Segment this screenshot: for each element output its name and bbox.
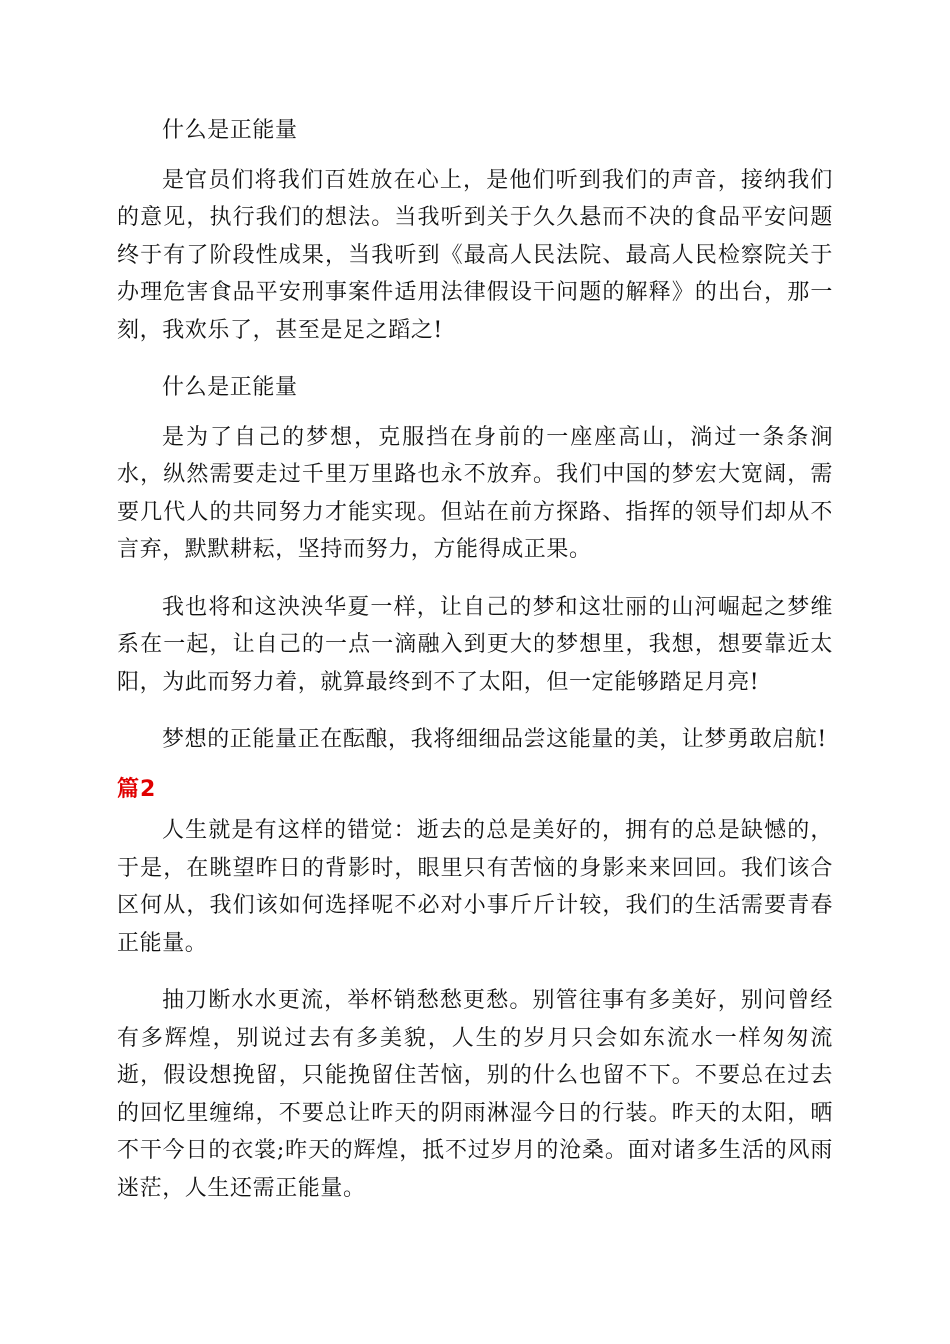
paragraph: 人生就是有这样的错觉：逝去的总是美好的，拥有的总是缺憾的，于是，在眺望昨日的背影时，眼里只有苦恼的身影来来回回。我们该合区何从，我们该如何选择呢不必对小事斤斤计较，我们的生活需要青春正能量。 [117, 818, 833, 956]
document-page [117, 112, 833, 1219]
section-title: 篇2 [117, 776, 157, 802]
paragraph-heading: 什么是正能量 [162, 375, 298, 400]
paragraph: 梦想的正能量正在酝酿，我将细细品尝这能量的美，让梦勇敢启航! [162, 727, 827, 752]
paragraph: 是官员们将我们百姓放在心上，是他们听到我们的声音，接纳我们的意见，执行我们的想法。当我听到关于久久悬而不决的食品平安问题终于有了阶段性成果，当我听到《最高人民法院、最高人民检察院关于办理危害食品平安刑事案件适用法律假设干问题的解释》的出台，那一刻，我欢乐了，甚至是足之蹈之! [117, 167, 833, 343]
paragraph: 是为了自己的梦想，克服挡在身前的一座座高山，淌过一条条涧水，纵然需要走过千里万里路也永不放弃。我们中国的梦宏大宽阔，需要几代人的共同努力才能实现。但站在前方探路、指挥的领导们却从不言弃，默默耕耘，坚持而努力，方能得成正果。 [117, 424, 833, 562]
paragraph: 抽刀断水水更流，举杯销愁愁更愁。别管往事有多美好，别问曾经有多辉煌，别说过去有多美貌，人生的岁月只会如东流水一样匆匆流逝，假设想挽留，只能挽留住苦恼，别的什么也留不下。不要总在过去的回忆里缠绵，不要总让昨天的阴雨淋湿今日的行装。昨天的太阳，晒不干今日的衣裳;昨天的辉煌，抵不过岁月的沧桑。面对诸多生活的风雨迷茫，人生还需正能量。 [117, 988, 833, 1201]
paragraph: 我也将和这泱泱华夏一样，让自己的梦和这壮丽的山河崛起之梦维系在一起，让自己的一点一滴融入到更大的梦想里，我想，想要靠近太阳，为此而努力着，就算最终到不了太阳，但一定能够踏足月亮! [117, 594, 833, 695]
paragraph-heading: 什么是正能量 [162, 118, 298, 143]
